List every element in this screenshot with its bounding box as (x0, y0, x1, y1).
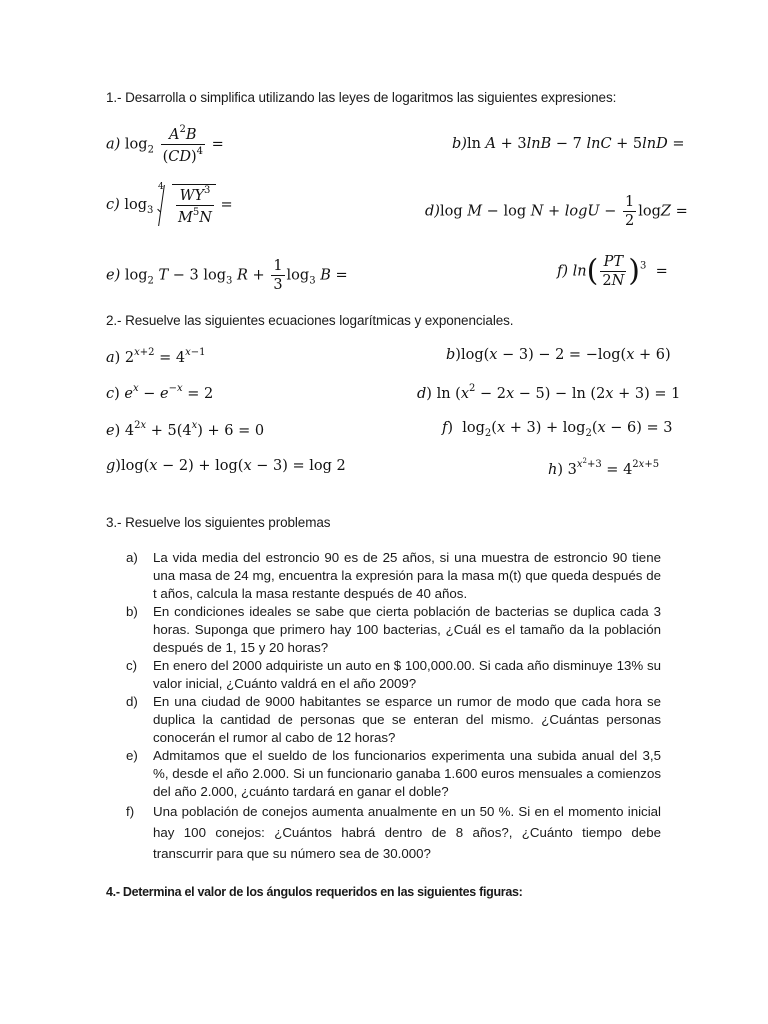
eq-2c: c) $e^x - e^{-x} = 2$ (106, 383, 214, 402)
expr-1c: c) $\log_3$ 4 $\frac{WY^3}{M^5N}$ = (106, 182, 233, 226)
eq-2a: a) $2^{x+2} = 4^{x-1}$ (106, 347, 206, 366)
expr-1a: a) $\log_2$ $\frac{A^2B}{(CD)^4}$ = (106, 124, 224, 165)
problem-list (126, 549, 661, 864)
eq-2g: g)log(x − 2) + log(x − 3) = log 2 (106, 458, 346, 474)
problem-item: b) En condiciones ideales se sabe que cierta población de bacterias se duplica cada 3 horas. Suponga que primero hay 100 bacterias, ¿Cuál es el tamaño da la población después de 1, 15 y 20 horas? (126, 604, 661, 655)
problem-item: f) Una población de conejos aumenta anualmente en un 50 %. Si en el momento inicial hay 100 conejos: ¿Cuántos habrá dentro de 8 años?, ¿Cuánto tiempo debe transcurrir para que su número sea de 30.000? (126, 804, 661, 861)
problem-item: a) La vida media del estroncio 90 es de 25 años, si una muestra de estroncio 90 tiene una masa de 24 mg, encuentra la expresión para la masa m(t) que queda después de t años, calcula la masa restante después de 40 años. (126, 550, 661, 601)
problem-item: c) En enero del 2000 adquiriste un auto en $ 100,000.00. Si cada año disminuye 13% su valor inicial, ¿Cuánto valdrá en el año 2009? (126, 658, 661, 691)
expr-1f: f) ln( $\frac{PT}{2N}$ )$^3$ = (557, 253, 668, 289)
section4-heading: 4.- Determina el valor de los ángulos requeridos en las siguientes figuras: (106, 885, 523, 899)
expr-1e: e) $\log_2 T - 3$ $\log_3 R$ + $\frac{1}{3}$ $\log_3 B$ = (106, 258, 348, 293)
section1-heading: 1.- Desarrolla o simplifica utilizando las leyes de logaritmos las siguientes expresiones: (106, 90, 617, 105)
eq-2d: d) $\ln (x^2 - 2x - 5) - \ln (2x + 3) = 1$ (417, 383, 681, 402)
problem-item: e) Admitamos que el sueldo de los funcionarios experimenta una subida anual del 3,5 %, desde el año 2.000. Si un funcionario ganaba 1.600 euros mensuales a comienzos del año 2.000, ¿cuánto tardará en ganar el doble? (126, 748, 661, 799)
section3-heading: 3.- Resuelve los siguientes problemas (106, 515, 331, 530)
expr-1b: b)ln A + 3lnB − 7 lnC + 5lnD = (452, 136, 685, 152)
eq-2h: h) $3^{x^2+3} = 4^{2x+5}$ (548, 457, 660, 478)
eq-2e: e) $4^{2x} + 5(4^x) + 6 = 0$ (106, 420, 265, 439)
expr-1d: d)log M − log N + logU − $\frac{1}{2}$ logZ = (425, 194, 688, 229)
section2-heading: 2.- Resuelve las siguientes ecuaciones logarítmicas y exponenciales. (106, 313, 514, 328)
eq-2b: b)log(x − 3) − 2 = −log(x + 6) (446, 347, 671, 363)
eq-2f: f) $\log_2(x + 3) + \log_2(x - 6) = 3$ (442, 420, 673, 439)
problem-item: d) En una ciudad de 9000 habitantes se esparce un rumor de modo que cada hora se duplica la cantidad de personas que se enteran del mismo. ¿Cuántas personas conocerán el rumor al cabo de 12 horas? (126, 694, 661, 745)
